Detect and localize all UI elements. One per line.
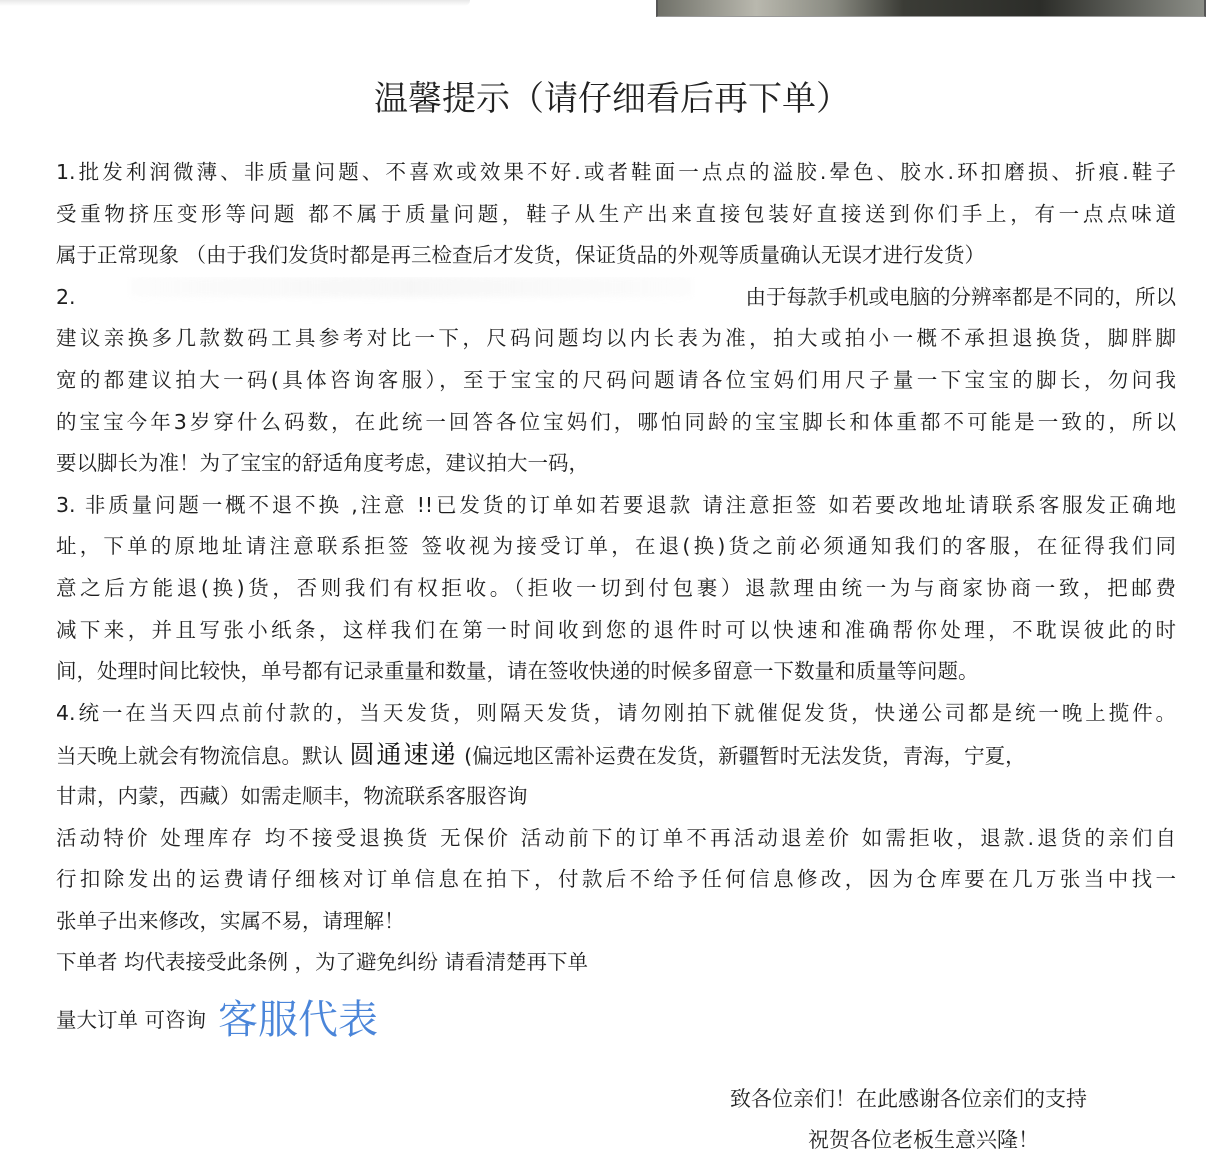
closing-wishes: 祝贺各位老板生意兴隆！ [808,1128,1039,1152]
text-line: 受重物挤压变形等问题 都不属于质量问题，鞋子从生产出来直接包装好直接送到你们手上，有一点点味道 [56,201,1176,226]
closing-thanks: 致各位亲们！在此感谢各位亲们的支持 [730,1087,1087,1111]
text-line: 的宝宝今年3岁穿什么码数，在此统一回答各位宝妈们，哪怕同龄的宝宝脚长和体重都不可能是一致的，所以 [56,409,1176,434]
text-line: 减下来，并且写张小纸条，这样我们在第一时间收到您的退件时可以快速和准确帮你处理，不耽误彼此的时 [56,617,1176,642]
text-segment: 当天晚上就会有物流信息。默认 [56,744,343,769]
customer-service-link[interactable]: 客服代表 [218,996,379,1043]
text-line [56,734,1176,776]
page-title: 温馨提示（请仔细看后再下单） [374,79,850,119]
text-line: 意之后方能退(换)货，否则我们有权拒收。（拒收一切到付包裹）退款理由统一为与商家协商一致，把邮费 [56,575,1176,600]
text-line: 活动特价 处理库存 均不接受退换货 无保价 活动前下的订单不再活动退差价 如需拒收，退款.退货的亲们自 [56,825,1176,850]
text-line: 甘肃，内蒙，西藏）如需走顺丰，物流联系客服咨询 [56,783,528,808]
top-image-edge-left [0,0,470,6]
paragraph-shipping [56,693,1176,818]
top-product-photo [656,0,1206,17]
text-segment: 由于每款手机或电脑的分辨率都是不同的，所以 [745,284,1176,309]
text-line: 属于正常现象 （由于我们发货时都是再三检查后才发货，保证货品的外观等质量确认无误才进行发货） [56,243,986,268]
paragraph-sizing [56,277,1176,485]
text-line: 址，下单的原地址请注意联系拒签 签收视为接受订单，在退(换)货之前必须通知我们的客服，在征得我们同 [56,534,1176,559]
acceptance-note: 下单者 均代表接受此条例 ，为了避免纠纷 请看清楚再下单 [56,950,589,975]
text-line: 建议亲换多几款数码工具参考对比一下，尺码问题均以内长表为准，拍大或拍小一概不承担退换货，脚胖脚 [56,326,1176,351]
bulk-order-row [56,984,1176,1044]
paragraph-returns [56,485,1176,693]
paragraph-number: 2. [56,284,76,309]
text-line: 1.批发利润微薄、非质量问题、不喜欢或效果不好.或者鞋面一点点的溢胶.晕色、胶水.环扣磨损、折痕.鞋子 [56,160,1176,184]
text-line [56,277,1176,319]
text-segment: (偏远地区需补运费在发货，新疆暂时无法发货，青海，宁夏， [464,744,1026,769]
text-line: 4.统一在当天四点前付款的，当天发货，则隔天发货，请勿刚拍下就催促发货，快递公司都是统一晚上揽件。 [56,700,1176,725]
text-line: 间，处理时间比较快，单号都有记录重量和数量，请在签收快递的时候多留意一下数量和质量等问题。 [56,659,979,684]
bulk-order-label: 量大订单 可咨询 [56,1008,207,1033]
text-line: 3. 非质量问题一概不退不换 ,注意 !!已发货的订单如若要退款 请注意拒签 如若要改地址请联系客服发正确地 [56,492,1176,517]
courier-name: 圆通速递 [349,740,458,770]
blurred-region [131,277,691,297]
text-line: 宽的都建议拍大一码(具体咨询客服），至于宝宝的尺码问题请各位宝妈们用尺子量一下宝宝的脚长，勿问我 [56,367,1176,392]
text-line: 行扣除发出的运费请仔细核对订单信息在拍下，付款后不给予任何信息修改，因为仓库要在几万张当中找一 [56,867,1176,892]
text-line: 张单子出来修改，实属不易，请理解！ [56,908,405,933]
paragraph-quality [56,152,1176,277]
notice-body [56,152,1176,1044]
text-line: 要以脚长为准！为了宝宝的舒适角度考虑，建议拍大一码， [56,451,589,476]
paragraph-promotion [56,818,1176,943]
